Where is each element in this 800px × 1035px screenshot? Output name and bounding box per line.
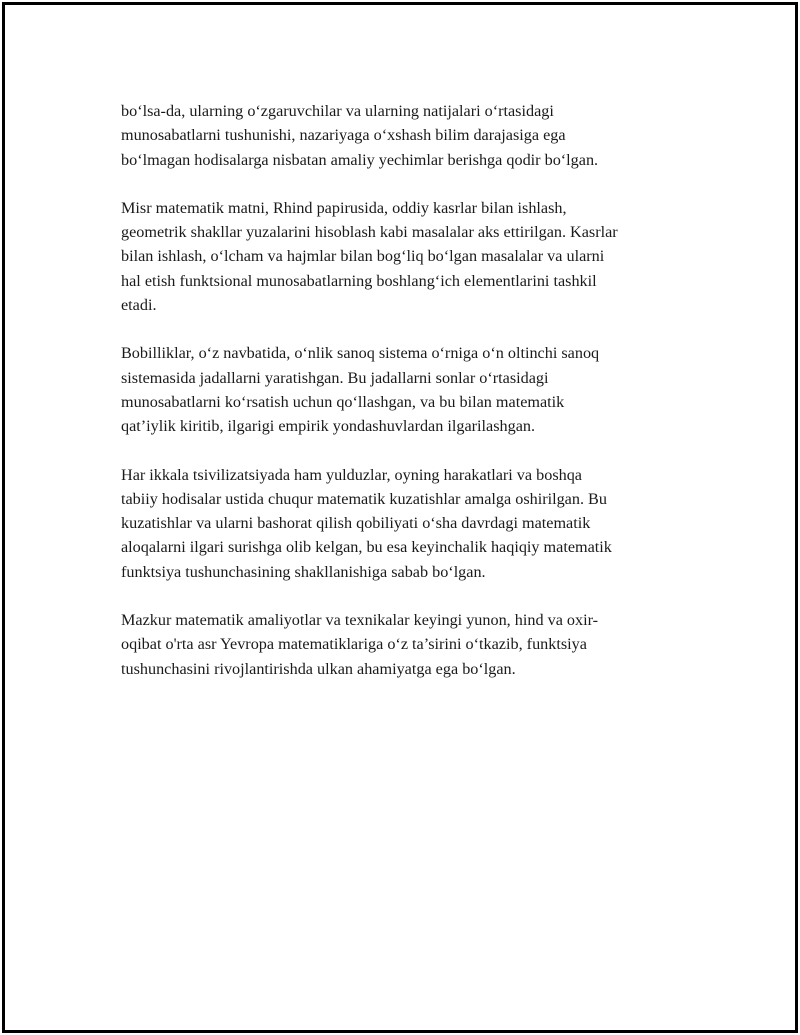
paragraph-1: bo‘lsa-da, ularning o‘zgaruvchilar va ularning natijalari o‘rtasidagi munosabatlarni tushunishi, nazariyaga o‘xshash bilim darajasiga ega bo‘lmagan hodisalarga nisbatan amaliy yechimlar berishga qodir bo‘lgan.: [121, 102, 599, 169]
paragraph-3: Bobilliklar, o‘z navbatida, o‘nlik sanoq sistema o‘rniga o‘n oltinchi sanoq sistemasida jadallarni yaratishgan. Bu jadallarni sonlar o‘rtasidagi munosabatlarni ko‘rsatish uchun qo‘llashgan, va bu bilan matematik qat’iylik kiritib, ilgarigi empirik yondashuvlardan ilgarilashgan.: [121, 344, 600, 436]
paragraph-5: Mazkur matematik amaliyotlar va texnikalar keyingi yunon, hind va oxir- oqibat o'rta asr Yevropa matematiklariga o‘z ta’sirini o‘tkazib, funktsiya tushunchasini rivojlantirishda ulkan ahamiyatga ega bo‘lgan.: [121, 611, 599, 678]
paragraph-2: Misr matematik matni, Rhind papirusida, oddiy kasrlar bilan ishlash, geometrik shakllar yuzalarini hisoblash kabi masalalar aks ettirilgan. Kasrlar bilan ishlash, o‘lcham va hajmlar bilan bog‘liq bo‘lgan masalalar va ularni hal etish funktsional munosabatlarning boshlang‘ich elementlarini tashkil etadi.: [121, 198, 618, 315]
page-content: [121, 99, 693, 705]
page-frame: [2, 2, 798, 1033]
paragraph-4: Har ikkala tsivilizatsiyada ham yulduzlar, oyning harakatlari va boshqa tabiiy hodisalar ustida chuqur matematik kuzatishlar amalga oshirilgan. Bu kuzatishlar va ularni bashorat qilish qobiliyati o‘sha davrdagi matematik aloqalarni ilgari surishga olib kelgan, bu esa keyinchalik haqiqiy matematik funktsiya tushunchasining shakllanishiga sabab bo‘lgan.: [121, 465, 612, 581]
